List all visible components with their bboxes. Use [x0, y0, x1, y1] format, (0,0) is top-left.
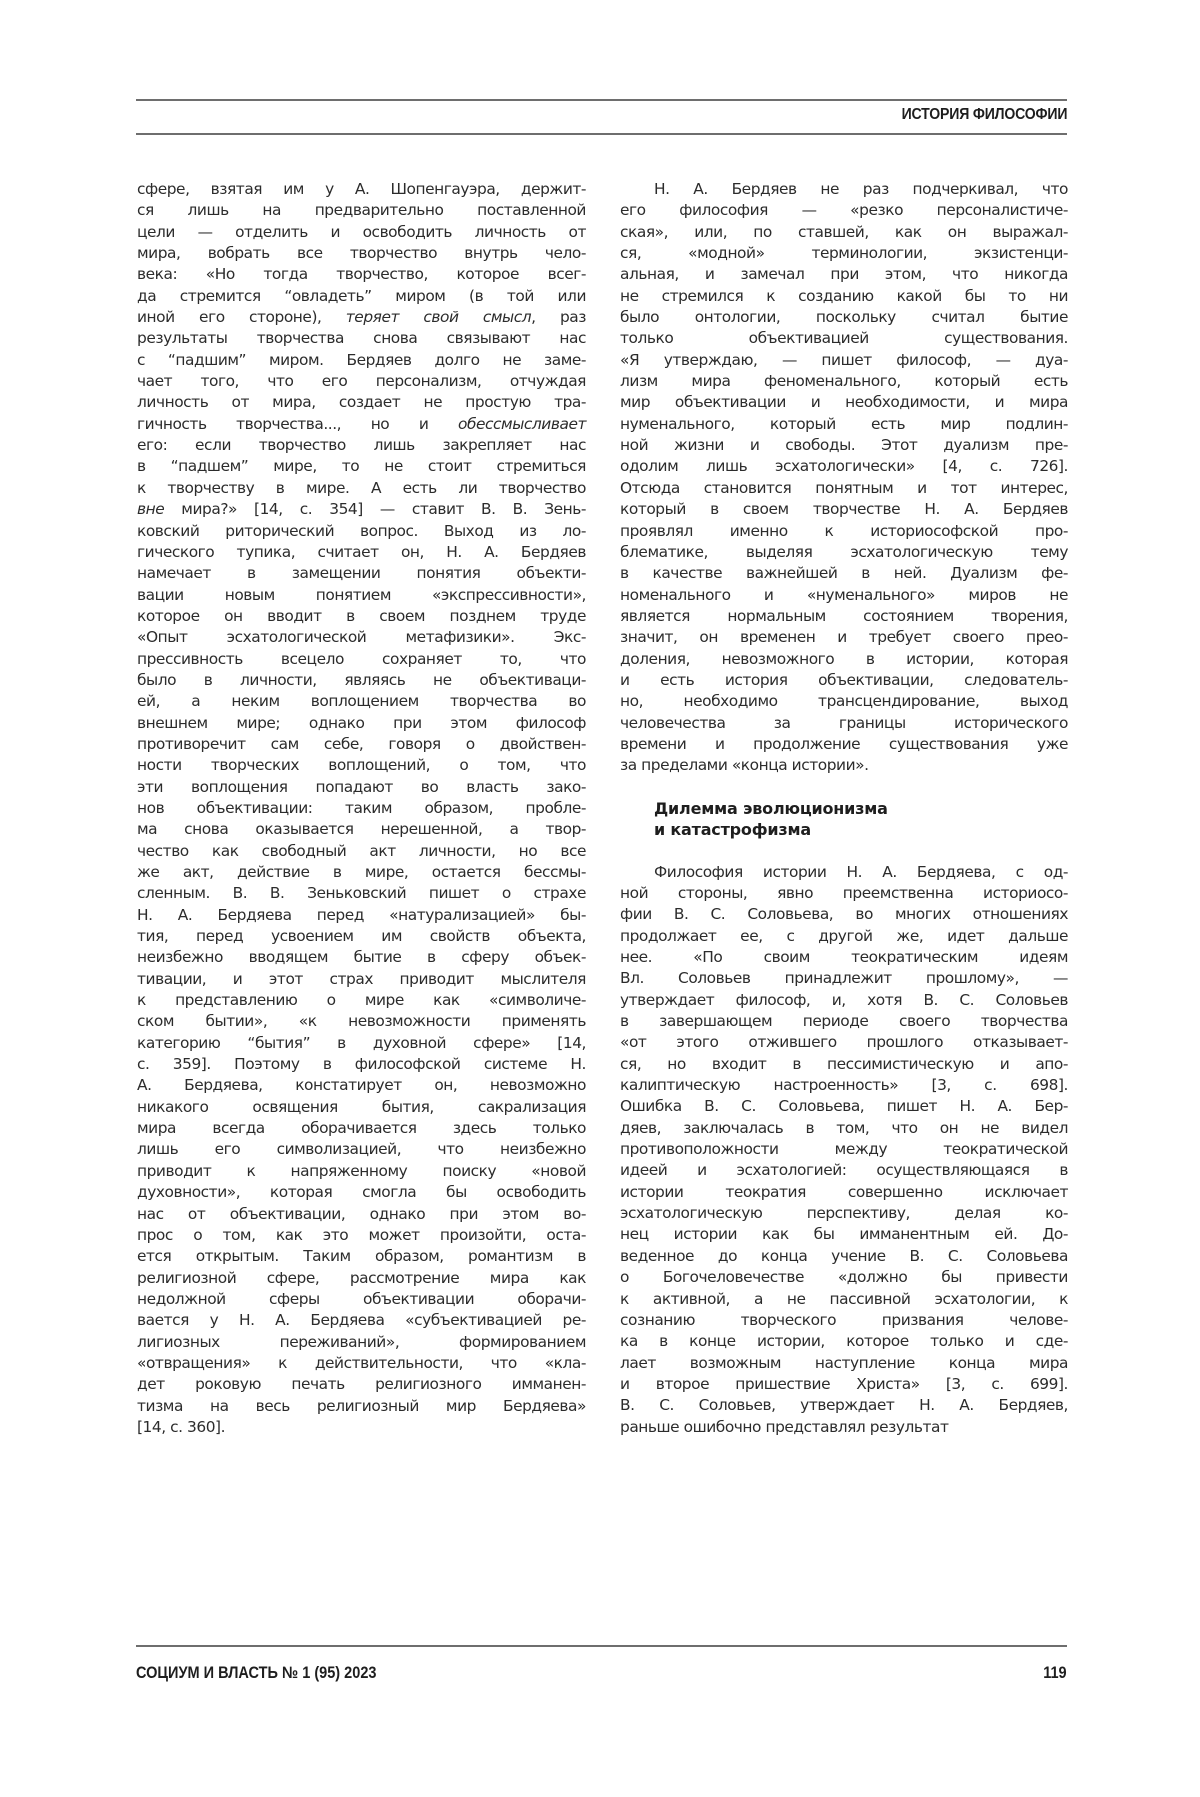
text-line: прессивность всецело сохраняет то, что: [137, 649, 586, 668]
text-line: сленным. В. В. Зеньковский пишет о страхе: [137, 884, 586, 903]
text-line: «Опыт эсхатологической метафизики». Экс-: [137, 628, 586, 647]
text-line: недолжной сферы объективации оборачи-: [137, 1289, 586, 1308]
text-line: только объективацией существования.: [620, 329, 1068, 348]
text-line: гичность творчества..., но и обессмысливает: [137, 414, 586, 433]
footer-rule: [136, 1645, 1067, 1647]
text-line: Н. А. Бердяев не раз подчеркивал, что: [654, 180, 1068, 198]
text-line: ма снова оказывается нерешенной, а твор-: [137, 820, 586, 839]
text-line: лает возможным наступление конца мира: [620, 1353, 1068, 1372]
text-line: о Богочеловечестве «должно бы привести: [620, 1268, 1068, 1287]
text-line: доления, невозможного в истории, которая: [620, 649, 1068, 668]
text-line: религиозной сфере, рассмотрение мира как: [137, 1268, 586, 1287]
section-heading-line-1: Дилемма эволюционизма: [654, 798, 888, 818]
text-line: противоположности между теократической: [620, 1140, 1068, 1159]
text-line: нас от объективации, однако при этом во-: [137, 1204, 586, 1223]
text-line: не стремился к созданию какой бы то ни: [620, 286, 1068, 305]
right-column: [620, 179, 1068, 1438]
text-line: лишь его символизацией, что неизбежно: [137, 1140, 586, 1159]
text-line: ности творческих воплощений, о том, что: [137, 756, 586, 775]
text-line: с “падшим” миром. Бердяев долго не заме-: [137, 350, 586, 369]
text-line: личность от мира, создает не простую тра-: [137, 393, 586, 412]
text-line: лигиозных переживаний», формированием: [137, 1332, 586, 1351]
text-line: номенального и «нуменального» миров не: [620, 585, 1068, 604]
text-line: духовности», которая смогла бы освободить: [137, 1183, 586, 1202]
text-line: фии В. С. Соловьева, во многих отношениях: [620, 905, 1068, 924]
text-line: к представлению о мире как «символиче-: [137, 991, 586, 1010]
text-line: Отсюда становится понятным и тот интерес,: [620, 478, 1068, 497]
footer-journal-title: СОЦИУМ И ВЛАСТЬ № 1 (95) 2023: [136, 1664, 377, 1682]
text-line: А. Бердяева, констатирует он, невозможно: [137, 1076, 586, 1095]
italic-emphasis: вне: [137, 500, 165, 519]
section-heading-line-2: и катастрофизма: [654, 820, 811, 840]
text-line: чество как свободный акт личности, но все: [137, 841, 586, 860]
text-line: прос о том, как это может произойти, оста-: [137, 1225, 586, 1244]
text-line: ся, «модной» терминологии, экзистенци-: [620, 244, 1068, 263]
text-line: к активной, а не пассивной эсхатологии, к: [620, 1289, 1068, 1308]
text-line: который в своем творчестве Н. А. Бердяев: [620, 500, 1068, 519]
text-line: проявлял именно к историософской про-: [620, 521, 1068, 540]
text-line: в качестве важнейшей в ней. Дуализм фе-: [620, 564, 1068, 583]
text-line: противоречит сам себе, говоря о двойствен-: [137, 734, 586, 753]
text-line: Философия истории Н. А. Бердяева, с од-: [654, 862, 1068, 881]
text-line: ся лишь на предварительно поставленной: [137, 201, 586, 220]
text-line: никакого освящения бытия, сакрализация: [137, 1097, 586, 1116]
text-line: ковский риторический вопрос. Выход из ло-: [137, 521, 586, 540]
text-line: его: если творчество лишь закрепляет нас: [137, 436, 586, 455]
text-line: было в личности, являясь не объективаци-: [137, 670, 586, 689]
text-line: за пределами «конца истории».: [620, 756, 869, 775]
text-line: и есть история объективации, следователь-: [620, 670, 1068, 689]
text-line: вается у Н. А. Бердяева «субъективацией ре-: [137, 1311, 586, 1330]
text-line: его философия — «резко персоналистиче-: [620, 201, 1068, 220]
text-line: человечества за границы исторического: [620, 713, 1068, 732]
text-line: иной его стороне), теряет свой смысл, раз: [137, 308, 586, 327]
text-line: ском бытии», «к невозможности применять: [137, 1012, 586, 1031]
text-line: намечает в замещении понятия объекти-: [137, 564, 586, 583]
header-top-rule: [136, 99, 1067, 101]
text-line: ется открытым. Таким образом, романтизм в: [137, 1247, 586, 1266]
text-line: Вл. Соловьев принадлежит прошлому», —: [620, 969, 1068, 988]
text-line: истории теократия совершенно исключает: [620, 1182, 1068, 1201]
text-line: тизма на весь религиозный мир Бердяева»: [137, 1396, 586, 1415]
text-line: «от этого отжившего прошлого отказывает-: [620, 1033, 1068, 1052]
text-line: результаты творчества снова связывают нас: [137, 329, 586, 348]
text-line: категорию “бытия” в духовной сфере» [14,: [137, 1033, 586, 1052]
text-line: раньше ошибочно представлял результат: [620, 1417, 949, 1436]
text-line: ская», или, по ставшей, как он выражал-: [620, 222, 1068, 241]
text-line: Ошибка В. С. Соловьева, пишет Н. А. Бер-: [620, 1097, 1068, 1116]
text-line: «отвращения» к действительности, что «кла-: [137, 1353, 586, 1372]
text-line: неизбежно вводящем бытие в сферу объек-: [137, 948, 586, 967]
text-line: блематике, выделяя эсхатологическую тему: [620, 542, 1068, 561]
text-line: же акт, действие в мире, остается бессмы-: [137, 863, 586, 881]
text-line: вации новым понятием «экспрессивности»,: [137, 585, 586, 604]
text-line: ка в конце истории, которое только и сде-: [620, 1332, 1068, 1351]
text-line: ей, а неким воплощением творчества во: [137, 692, 586, 711]
text-line: цели — отделить и освободить личность от: [137, 222, 586, 241]
running-head: ИСТОРИЯ ФИЛОСОФИИ: [901, 106, 1067, 123]
italic-emphasis: теряет свой смысл: [345, 308, 532, 327]
page-number: 119: [1043, 1664, 1067, 1682]
text-line: дет роковую печать религиозного имманен-: [137, 1375, 586, 1394]
text-line: к творчеству в мире. А есть ли творчество: [137, 478, 586, 497]
text-line: утверждает философ, и, хотя В. С. Соловьев: [620, 990, 1068, 1009]
text-line: альная, и замечал при этом, что никогда: [620, 265, 1068, 284]
text-line: мира, вобрать все творчество внутрь чело-: [137, 244, 586, 263]
text-line: нуменального, который есть мир подлин-: [620, 414, 1068, 433]
text-line: внешнем мире; однако при этом философ: [137, 713, 586, 732]
text-line: но, необходимо трансцендирование, выход: [620, 692, 1068, 711]
text-line: тия, перед усвоением им свойств объекта,: [137, 927, 586, 946]
text-line: в “падшем” мире, то не стоит стремиться: [137, 457, 586, 476]
text-line: ной стороны, явно преемственна историосо-: [620, 883, 1068, 902]
text-line: было онтологии, поскольку считал бытие: [620, 308, 1068, 327]
text-line: калиптическую настроенность» [3, с. 698].: [620, 1076, 1068, 1095]
text-line: приводит к напряженному поиску «новой: [137, 1161, 586, 1180]
section-heading: [620, 798, 1068, 841]
text-line: нец истории как бы имманентным ей. До-: [620, 1225, 1068, 1244]
text-line: идеей и эсхатологией: осуществляющаяся в: [620, 1161, 1068, 1180]
italic-emphasis: обессмысливает: [458, 414, 586, 433]
text-line: «Я утверждаю, — пишет философ, — дуа-: [620, 350, 1068, 369]
text-line: ной жизни и свободы. Этот дуализм пре-: [620, 436, 1068, 455]
text-line: В. С. Соловьев, утверждает Н. А. Бердяев,: [620, 1396, 1068, 1415]
text-line: гического тупика, считает он, Н. А. Бердяев: [137, 542, 586, 561]
text-line: веденное до конца учение В. С. Соловьева: [620, 1246, 1068, 1265]
text-line: одолим лишь эсхатологически» [4, с. 726].: [620, 457, 1068, 476]
text-line: мир объективации и необходимости, и мира: [620, 393, 1068, 412]
text-line: [14, с. 360].: [137, 1417, 226, 1436]
text-line: вне мира?» [14, с. 354] — ставит В. В. Зень-: [137, 500, 586, 519]
paragraph-continued: [620, 179, 1068, 777]
text-line: тивации, и этот страх приводит мыслителя: [137, 969, 586, 988]
text-line: с. 359]. Поэтому в философской системе Н.: [137, 1055, 586, 1074]
text-line: эсхатологическую перспективу, делая ко-: [620, 1204, 1068, 1223]
text-line: эти воплощения попадают во власть зако-: [137, 777, 586, 796]
header-bottom-rule: [136, 133, 1067, 135]
text-line: мира всегда оборачивается здесь только: [137, 1119, 586, 1138]
paragraph-after-heading: [620, 862, 1068, 1438]
text-line: нее. «По своим теократическим идеям: [620, 948, 1068, 966]
text-line: да стремится “овладеть” миром (в той или: [137, 286, 586, 305]
text-line: и второе пришествие Христа» [3, с. 699].: [620, 1374, 1068, 1393]
text-line: сфере, взятая им у А. Шопенгауэра, держит-: [137, 180, 586, 198]
left-column: [137, 179, 586, 1438]
text-line: ся, но входит в пессимистическую и апо-: [620, 1054, 1068, 1073]
text-line: дяев, заключалась в том, что он не видел: [620, 1118, 1068, 1137]
text-line: нов объективации: таким образом, пробле-: [137, 798, 586, 817]
text-line: продолжает ее, с другой же, идет дальше: [620, 926, 1068, 945]
text-line: значит, он временен и требует своего прео-: [620, 628, 1068, 647]
text-line: сознанию творческого призвания челове-: [620, 1310, 1068, 1329]
text-line: является нормальным состоянием творения,: [620, 606, 1068, 625]
text-line: века: «Но тогда творчество, которое всег-: [137, 265, 586, 284]
text-line: которое он вводит в своем позднем труде: [137, 606, 586, 625]
text-line: Н. А. Бердяева перед «натурализацией» бы-: [137, 905, 586, 924]
text-line: в завершающем периоде своего творчества: [620, 1012, 1068, 1031]
text-line: чает того, что его персонализм, отчуждая: [137, 372, 586, 391]
text-line: лизм мира феноменального, который есть: [620, 372, 1068, 391]
text-line: времени и продолжение существования уже: [620, 734, 1068, 753]
